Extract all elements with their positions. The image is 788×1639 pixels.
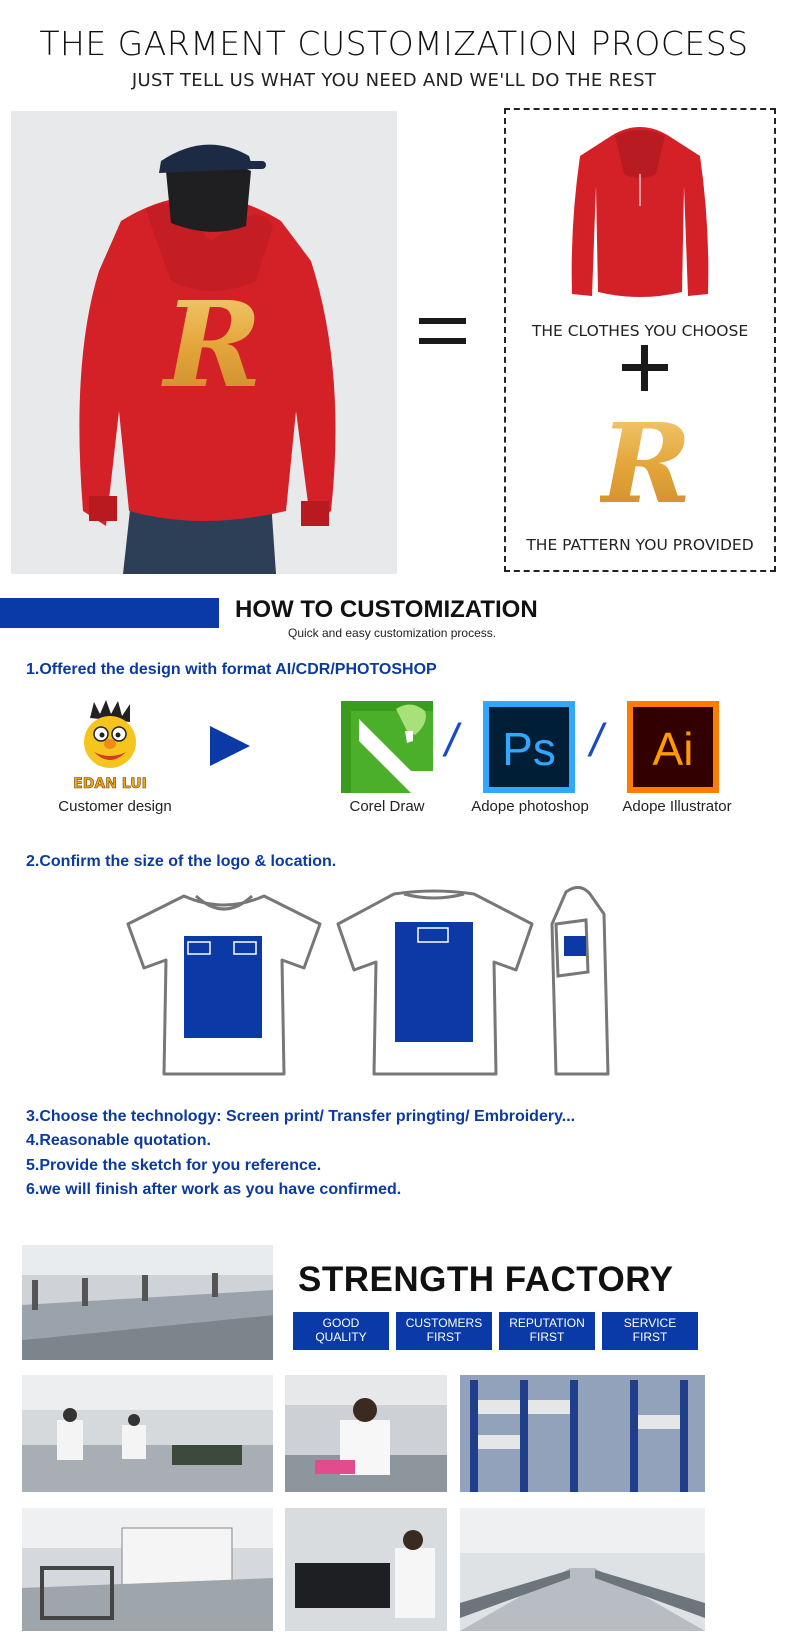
section-title: HOW TO CUSTOMIZATION bbox=[235, 596, 538, 623]
pill-service-first: SERVICE FIRST bbox=[602, 1312, 698, 1350]
coreldraw-icon bbox=[341, 701, 433, 793]
step-1: 1.Offered the design with format AI/CDR/PHOTOSHOP bbox=[26, 661, 437, 678]
tshirt-back-diagram bbox=[332, 884, 537, 1080]
pill-good-quality: GOOD QUALITY bbox=[293, 1312, 389, 1350]
tool-label-coreldraw: Corel Draw bbox=[349, 798, 425, 815]
illustrator-badge-text: Ai bbox=[652, 723, 694, 775]
factory-photo-4 bbox=[460, 1375, 705, 1492]
arrow-right-icon bbox=[208, 724, 252, 768]
tshirt-side-diagram bbox=[546, 884, 612, 1080]
factory-photo-1 bbox=[22, 1245, 273, 1360]
flat-hoodie-image bbox=[560, 116, 720, 302]
section-accent-bar bbox=[0, 598, 219, 628]
plus-sign bbox=[622, 345, 668, 391]
factory-photo-6 bbox=[285, 1508, 447, 1631]
pattern-letter-image bbox=[600, 402, 690, 522]
tool-label-photoshop: Adope photoshop bbox=[471, 798, 589, 815]
page-title: THE GARMENT CUSTOMIZATION PROCESS bbox=[39, 24, 749, 63]
step-2: 2.Confirm the size of the logo & location. bbox=[26, 853, 337, 870]
pattern-caption: THE PATTERN YOU PROVIDED bbox=[526, 536, 754, 554]
pill-customers-first: CUSTOMERS FIRST bbox=[396, 1312, 492, 1350]
step-5: 5.Provide the sketch for you reference. bbox=[26, 1157, 322, 1174]
step-6: 6.we will finish after work as you have confirmed. bbox=[26, 1181, 402, 1198]
section-subtitle: Quick and easy customization process. bbox=[288, 626, 497, 640]
pattern-letter: R bbox=[600, 402, 690, 522]
step-3: 3.Choose the technology: Screen print/ Transfer pringting/ Embroidery... bbox=[26, 1108, 576, 1125]
back-print-letter: R bbox=[163, 275, 263, 414]
photoshop-badge-text: Ps bbox=[502, 723, 556, 775]
separator-slash-2: / bbox=[590, 714, 603, 766]
model-hoodie-photo bbox=[11, 111, 397, 574]
tshirt-front-diagram bbox=[124, 888, 324, 1078]
pill-reputation-first: REPUTATION FIRST bbox=[499, 1312, 595, 1350]
customer-design-logo-text: EDAN LUI bbox=[73, 776, 147, 792]
factory-photo-2 bbox=[22, 1375, 273, 1492]
page-subtitle: JUST TELL US WHAT YOU NEED AND WE'LL DO THE REST bbox=[131, 70, 657, 91]
customer-design-logo bbox=[64, 700, 156, 800]
separator-slash: / bbox=[445, 714, 458, 766]
factory-photo-5 bbox=[22, 1508, 273, 1631]
tool-label-illustrator: Adope Illustrator bbox=[622, 798, 732, 815]
tool-label-customer-design: Customer design bbox=[58, 798, 172, 815]
clothes-caption: THE CLOTHES YOU CHOOSE bbox=[531, 322, 749, 340]
factory-photo-7 bbox=[460, 1508, 705, 1631]
illustrator-icon bbox=[627, 701, 719, 793]
equals-sign bbox=[419, 310, 469, 350]
photoshop-icon bbox=[483, 701, 575, 793]
factory-photo-3 bbox=[285, 1375, 447, 1492]
step-4: 4.Reasonable quotation. bbox=[26, 1132, 211, 1149]
factory-title: STRENGTH FACTORY bbox=[298, 1260, 674, 1299]
